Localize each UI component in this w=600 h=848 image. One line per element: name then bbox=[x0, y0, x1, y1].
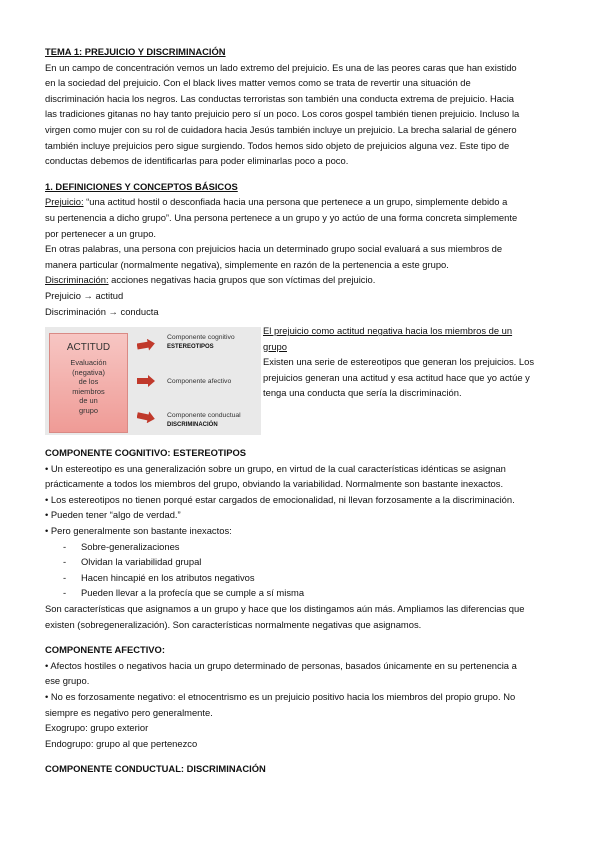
text-line: existen (sobregeneralización). Son características normalmente negativas que asignamos. bbox=[45, 618, 422, 630]
section-title-conductual: COMPONENTE CONDUCTUAL: DISCRIMINACIÓN bbox=[45, 763, 266, 775]
dash-item-text: Pueden llevar a la profecía que se cumple a sí misma bbox=[81, 587, 305, 599]
text-line: en la sociedad del prejuicio. Con el black lives matter vemos como se trata de revertir una situación de bbox=[45, 77, 471, 89]
arrow-right-icon bbox=[137, 411, 155, 423]
text-line: • Afectos hostiles o negativos hacia un grupo determinado de personas, basados únicamente en su pertenencia a bbox=[45, 659, 517, 671]
behavioral-component-label bbox=[167, 411, 241, 430]
figure-caption bbox=[263, 323, 561, 401]
text-line: virgen como mujer con su rol de cuidadora hacia Jesús también incluye un prejuicio. La brecha salarial de género bbox=[45, 123, 517, 135]
caption-line: prejuicios generan una actitud y esa actitud hace que yo actúe y bbox=[263, 371, 530, 383]
discriminacion-definition bbox=[45, 272, 560, 288]
section-title-cognitivo: COMPONENTE COGNITIVO: ESTEREOTIPOS bbox=[45, 447, 247, 459]
text-line: Son características que asignamos a un grupo y hace que los distingamos aún más. Ampliamos las diferencias que bbox=[45, 603, 525, 615]
arrow-right-icon bbox=[137, 339, 155, 351]
bullet-line: • Un estereotipo es una generalización sobre un grupo, en virtud de la cual características idénticas se asignan bbox=[45, 462, 506, 474]
discriminacion-text: acciones negativas hacia grupos que son víctimas del prejuicio. bbox=[108, 274, 376, 286]
discriminacion-label: Discriminación: bbox=[45, 274, 109, 286]
section-title-tema1: TEMA 1: PREJUICIO Y DISCRIMINACIÓN bbox=[45, 46, 226, 57]
bullet-line: • Pueden tener “algo de verdad.” bbox=[45, 509, 181, 521]
text-line: su pertenencia a dicho grupo”. Una persona pertenece a un grupo y yo actúo de una forma concreta simplemente bbox=[45, 211, 518, 223]
dash-item: - Olvidan la variabilidad grupal bbox=[63, 556, 202, 568]
arrow-right-icon bbox=[137, 375, 155, 387]
text-line: también incluye prejuicios pero sigue surgiendo. Todos hemos sido objeto de prejuicios alguna vez. Este tipo de bbox=[45, 139, 510, 151]
caption-line: tenga una conducta que sería la discriminación. bbox=[263, 387, 462, 399]
text-line: En otras palabras, una persona con prejuicios hacia un determinado grupo social evaluará a sus miembros de bbox=[45, 243, 503, 255]
attitude-sub-line: de un bbox=[79, 396, 98, 406]
attitude-sub-line: miembros bbox=[72, 386, 105, 396]
document-content bbox=[45, 44, 560, 777]
dash-item-text: Sobre-generalizaciones bbox=[81, 540, 180, 552]
attitude-box-title: ACTITUD bbox=[66, 342, 111, 354]
affective-component-label: Componente afectivo bbox=[167, 378, 232, 386]
relation-discriminacion: Discriminación → conducta bbox=[45, 305, 159, 317]
text-line: siempre es negativo pero generalmente. bbox=[45, 706, 213, 718]
text-line: las tradiciones gitanas no hay tanto prejuicio pero sí un poco. Los coros gospel también tienen prejuicio. Incluso la bbox=[45, 108, 520, 120]
bullet-line: • Los estereotipos no tienen porqué estar cargados de emocionalidad, ni llevan forzosamente a la discriminación. bbox=[45, 493, 515, 505]
text-line: conductas debemos de identificarlas para poder eliminarlas poco a poco. bbox=[45, 155, 349, 167]
attitude-sub-line: Evaluación bbox=[70, 358, 107, 368]
section-title-definiciones: 1. DEFINICIONES Y CONCEPTOS BÁSICOS bbox=[45, 180, 238, 192]
bullet-line: prácticamente a todos los miembros del grupo, obviando la variabilidad. Normalmente son bastante inexactos. bbox=[45, 478, 504, 490]
behavioral-component-sub: DISCRIMINACIÓN bbox=[167, 422, 218, 429]
cognitive-component-name: Componente cognitivo bbox=[167, 334, 235, 342]
caption-title: grupo bbox=[263, 340, 287, 352]
prejuicio-text: “una actitud hostil o desconfiada hacia una persona que pertenece a un grupo, simplemente debido a bbox=[83, 196, 508, 208]
dash-item: - Sobre-generalizaciones bbox=[63, 540, 180, 552]
dash-item-text: Olvidan la variabilidad grupal bbox=[81, 556, 202, 568]
text-line: manera particular (normalmente negativa), simplemente en razón de la pertenencia a este grupo. bbox=[45, 258, 449, 270]
dash-item: - Hacen hincapié en los atributos negativos bbox=[63, 571, 255, 583]
caption-line: Existen una serie de estereotipos que generan los prejuicios. Los bbox=[263, 356, 535, 368]
text-line: En un campo de concentración vemos un lado extremo del prejuicio. Es una de las peores caras que han existido bbox=[45, 61, 517, 73]
figure-row bbox=[45, 327, 560, 439]
text-line: Exogrupo: grupo exterior bbox=[45, 722, 149, 734]
attitude-diagram bbox=[45, 327, 261, 435]
text-line: Endogrupo: grupo al que pertenezco bbox=[45, 737, 198, 749]
intro-paragraph bbox=[45, 60, 560, 169]
attitude-box-subtitle bbox=[50, 358, 127, 416]
dash-item: - Pueden llevar a la profecía que se cumple a sí misma bbox=[63, 587, 305, 599]
attitude-sub-line: de los bbox=[78, 377, 99, 387]
section-title-afectivo: COMPONENTE AFECTIVO: bbox=[45, 644, 165, 656]
text-line: ese grupo. bbox=[45, 675, 90, 687]
prejuicio-definition bbox=[45, 194, 560, 210]
text-line: por pertenecer a un grupo. bbox=[45, 227, 157, 239]
dash-item-text: Hacen hincapié en los atributos negativos bbox=[81, 571, 255, 583]
text-line: discriminación hacia los negros. Las conductas terroristas son también una conducta extrema de prejuicio. Hacia bbox=[45, 92, 514, 104]
caption-title: El prejuicio como actitud negativa hacia los miembros de un bbox=[263, 325, 513, 337]
cognitive-component-sub: ESTEREOTIPOS bbox=[167, 344, 214, 351]
relation-prejuicio: Prejuicio → actitud bbox=[45, 289, 124, 301]
attitude-sub-line: (negativa) bbox=[72, 367, 105, 377]
behavioral-component-name: Componente conductual bbox=[167, 412, 241, 420]
prejuicio-label: Prejuicio: bbox=[45, 196, 84, 208]
attitude-box bbox=[49, 333, 128, 433]
text-line: • No es forzosamente negativo: el etnocentrismo es un prejuicio positivo hacia los miembros del propio grupo. No bbox=[45, 691, 516, 702]
bullet-line: • Pero generalmente son bastante inexactos: bbox=[45, 525, 232, 537]
cognitive-component-label bbox=[167, 333, 235, 352]
attitude-sub-line: grupo bbox=[79, 406, 98, 416]
